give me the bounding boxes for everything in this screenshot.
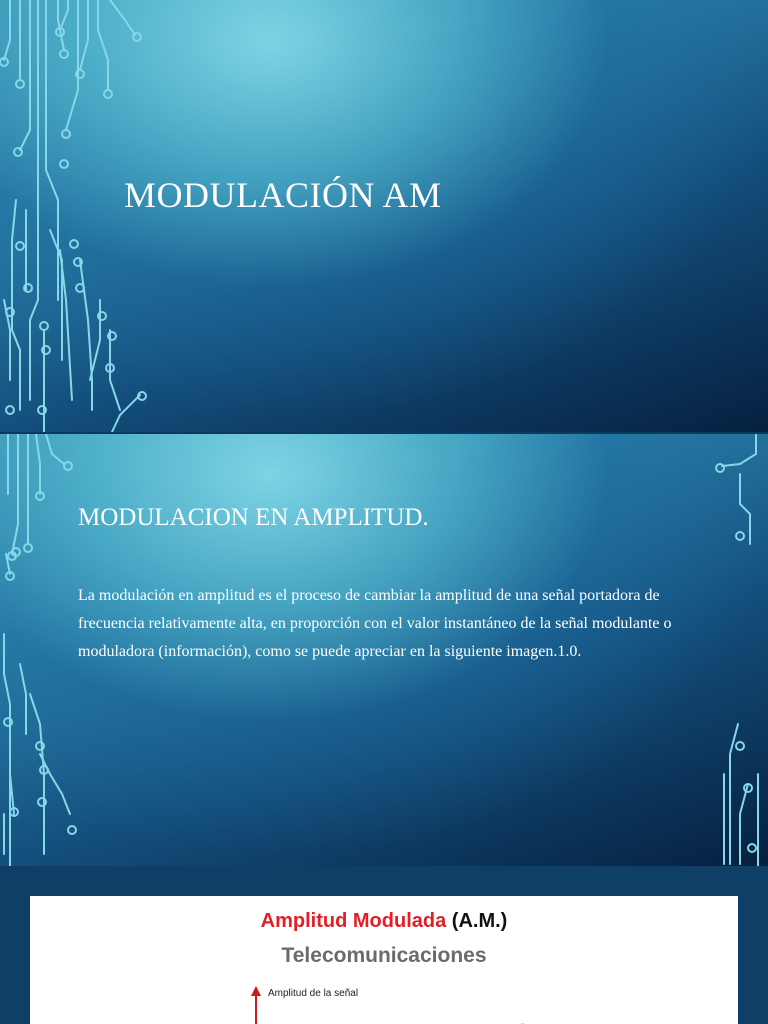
figure-title-red: Amplitud Modulada xyxy=(260,910,447,932)
figure-title-black: (A.M.) xyxy=(451,910,508,932)
slide-title: MODULACIÓN AM xyxy=(124,175,442,215)
axis-label: Amplitud de la señal xyxy=(268,988,359,999)
circuit-decoration-icon xyxy=(0,0,768,432)
arrow-head-icon xyxy=(251,986,261,996)
slide-heading: MODULACION EN AMPLITUD. xyxy=(78,504,429,531)
figure-slide xyxy=(0,866,768,1024)
slide-paragraph: La modulación en amplitud es el proceso de cambiar la amplitud de una señal portadora de frecuencia relativamente alta, en proporción con el valor instantáneo de la señal modulante o moduladora (información), como se puede apreciar en la siguiente imagen.1.0. xyxy=(78,587,672,660)
title-slide xyxy=(0,0,768,432)
am-figure xyxy=(30,896,738,1024)
figure-subtitle: Telecomunicaciones xyxy=(281,944,487,967)
content-slide xyxy=(0,434,768,866)
figure-graphic xyxy=(30,896,738,1024)
